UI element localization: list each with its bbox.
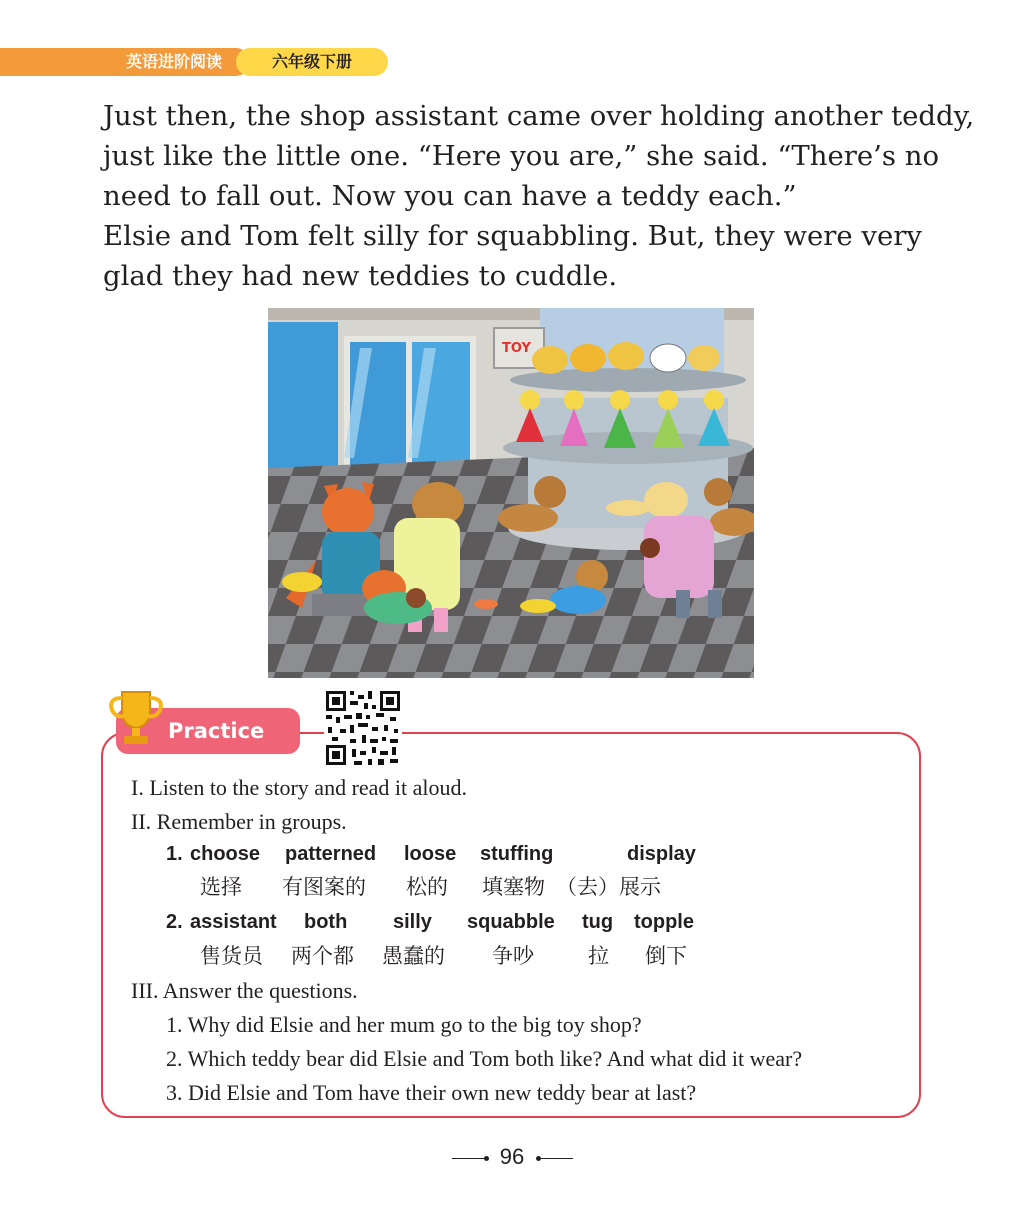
vocab-meaning: 有图案的	[282, 875, 366, 899]
vocab-meaning: 两个都	[291, 944, 354, 968]
book-title: 英语进阶阅读	[125, 52, 222, 71]
vocab-meaning: 选择	[200, 875, 242, 899]
section-listen: I. Listen to the story and read it aloud.	[131, 775, 468, 800]
vocab-meaning: 争吵	[492, 944, 534, 968]
vocab-meaning: 愚蠢的	[382, 944, 445, 968]
vocab-meaning: 填塞物	[482, 875, 545, 899]
vocab-word: topple	[634, 911, 694, 933]
question-item: 1. Why did Elsie and her mum go to the big toy shop?	[166, 1012, 642, 1037]
vocab-word: silly	[393, 911, 432, 933]
vocab-word: choose	[190, 843, 261, 865]
vocab-meaning: 松的	[406, 875, 448, 899]
page-rule-right	[541, 1158, 573, 1159]
story-line: Elsie and Tom felt silly for squabbling. But, they were very	[103, 220, 922, 252]
question-item: 2. Which teddy bear did Elsie and Tom both like? And what did it wear?	[166, 1046, 803, 1071]
story-line: glad they had new teddies to cuddle.	[103, 260, 618, 292]
grade-label: 六年级下册	[271, 52, 352, 71]
vocab-word: loose	[404, 843, 457, 865]
story-line: need to fall out. Now you can have a teddy each.”	[103, 180, 797, 212]
vocab-word: both	[304, 911, 348, 933]
vocab-word: patterned	[285, 843, 377, 865]
section-remember: II. Remember in groups.	[131, 809, 347, 834]
vocab-number: 1.	[166, 843, 183, 865]
vocab-meaning: 售货员	[200, 944, 263, 968]
practice-label: Practice	[168, 719, 265, 743]
vocab-word: display	[627, 843, 696, 865]
vocab-word: tug	[582, 911, 614, 933]
vocab-word: stuffing	[480, 843, 554, 865]
story-line: just like the little one. “Here you are,” she said. “There’s no	[103, 140, 939, 172]
vocab-meaning: （去）展示	[556, 875, 661, 899]
trophy-icon	[104, 686, 168, 750]
vocab-word: assistant	[190, 911, 277, 933]
vocab-word: squabble	[467, 911, 555, 933]
question-item: 3. Did Elsie and Tom have their own new teddy bear at last?	[166, 1080, 697, 1105]
vocab-meaning: 拉	[588, 944, 609, 968]
story-text	[103, 96, 975, 296]
story-illustration	[268, 308, 754, 678]
page-rule-left	[452, 1158, 484, 1159]
vocab-meaning: 倒下	[645, 944, 687, 968]
qr-code[interactable]	[324, 689, 402, 767]
vocab-number: 2.	[166, 911, 183, 933]
toy-sign: TOY	[502, 341, 531, 356]
page-dot-left	[484, 1156, 489, 1161]
story-line: Just then, the shop assistant came over holding another teddy,	[103, 100, 975, 132]
page-number: 96	[499, 1144, 525, 1169]
section-answer: III. Answer the questions.	[131, 978, 358, 1003]
